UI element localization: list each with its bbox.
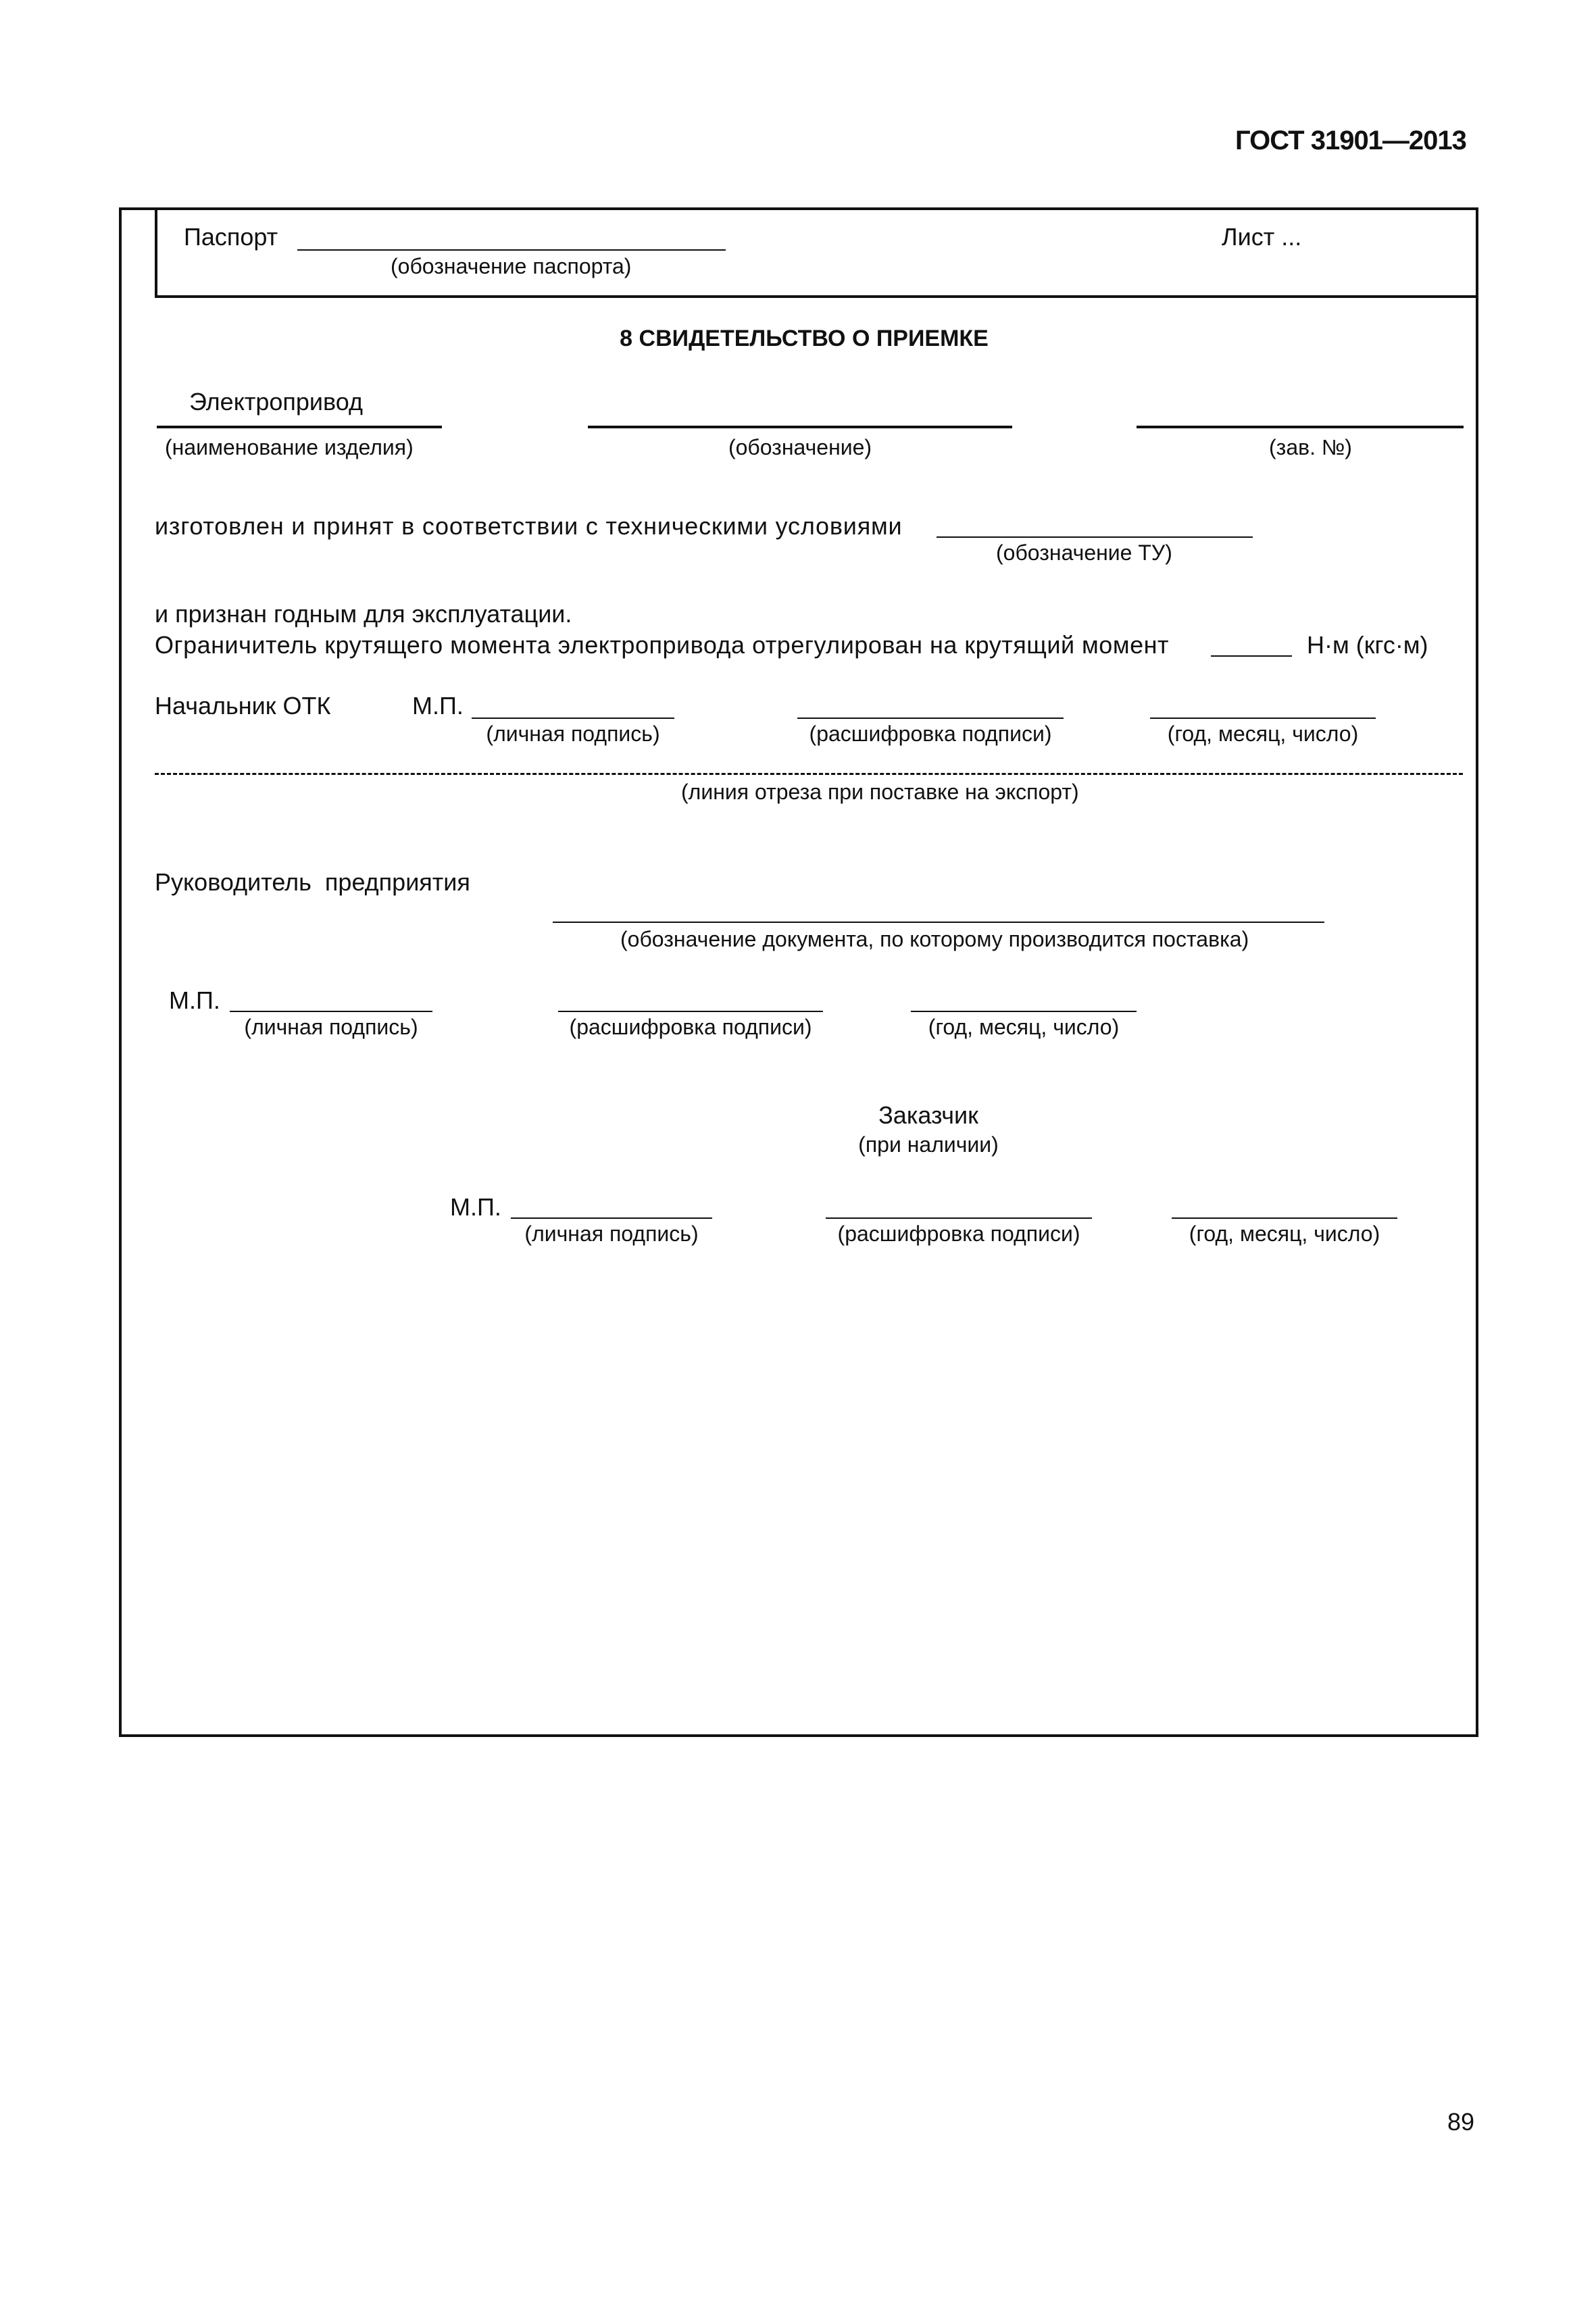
torque-text: Ограничитель крутящего момента электропривода отрегулирован на крутящий момент bbox=[155, 631, 1169, 659]
otk-date-line[interactable] bbox=[1150, 718, 1376, 719]
tu-caption: (обозначение ТУ) bbox=[996, 540, 1172, 565]
otk-signature-line[interactable] bbox=[472, 718, 674, 719]
product-name-line bbox=[157, 426, 442, 428]
serial-line[interactable] bbox=[1137, 426, 1464, 428]
fit-text: и признан годным для эксплуатации. bbox=[155, 600, 572, 628]
otk-date-caption: (год, месяц, число) bbox=[1167, 722, 1359, 746]
customer-mp: М.П. bbox=[450, 1193, 501, 1221]
export-decode-caption: (расшифровка подписи) bbox=[569, 1015, 812, 1039]
customer-date-caption: (год, месяц, число) bbox=[1189, 1222, 1380, 1246]
passport-caption: (обозначение паспорта) bbox=[391, 254, 632, 278]
product-caption: (наименование изделия) bbox=[165, 435, 414, 459]
passport-label: Паспорт bbox=[184, 223, 278, 251]
customer-date-line[interactable] bbox=[1172, 1217, 1397, 1219]
otk-decode-line[interactable] bbox=[797, 718, 1064, 719]
sheet-label: Лист ... bbox=[1222, 223, 1302, 251]
standard-number: ГОСТ 31901—2013 bbox=[1235, 126, 1466, 155]
head-label: Руководитель предприятия bbox=[155, 868, 470, 896]
customer-note: (при наличии) bbox=[858, 1132, 999, 1157]
otk-label: Начальник ОТК bbox=[155, 692, 331, 720]
customer-signature-caption: (личная подпись) bbox=[524, 1222, 699, 1246]
torque-unit: Н·м (кгс·м) bbox=[1307, 631, 1428, 659]
export-mp: М.П. bbox=[169, 986, 220, 1014]
customer-decode-line[interactable] bbox=[826, 1217, 1092, 1219]
tu-blank[interactable] bbox=[937, 536, 1253, 538]
designation-line[interactable] bbox=[588, 426, 1012, 428]
torque-blank[interactable] bbox=[1211, 655, 1292, 657]
doc-caption: (обозначение документа, по которому производится поставка) bbox=[620, 927, 1249, 951]
export-date-line[interactable] bbox=[911, 1011, 1137, 1012]
passport-blank[interactable] bbox=[297, 249, 726, 251]
made-text: изготовлен и принят в соответствии с техническими условиями bbox=[155, 512, 903, 540]
designation-caption: (обозначение) bbox=[728, 435, 872, 459]
otk-signature-caption: (личная подпись) bbox=[486, 722, 660, 746]
export-signature-caption: (личная подпись) bbox=[244, 1015, 418, 1039]
serial-caption: (зав. №) bbox=[1269, 435, 1352, 459]
export-signature-line[interactable] bbox=[230, 1011, 432, 1012]
product-name: Электропривод bbox=[189, 388, 363, 416]
customer-decode-caption: (расшифровка подписи) bbox=[837, 1222, 1080, 1246]
cut-caption: (линия отреза при поставке на экспорт) bbox=[681, 780, 1079, 804]
otk-decode-caption: (расшифровка подписи) bbox=[809, 722, 1052, 746]
passport-inner-border bbox=[155, 207, 157, 298]
doc-line[interactable] bbox=[553, 922, 1324, 923]
export-date-caption: (год, месяц, число) bbox=[928, 1015, 1120, 1039]
page-number: 89 bbox=[1447, 2108, 1475, 2136]
customer-label: Заказчик bbox=[878, 1101, 978, 1129]
passport-bottom-border bbox=[155, 295, 1478, 298]
otk-mp: М.П. bbox=[412, 692, 464, 720]
customer-signature-line[interactable] bbox=[511, 1217, 712, 1219]
export-decode-line[interactable] bbox=[558, 1011, 823, 1012]
section-title: 8 СВИДЕТЕЛЬСТВО О ПРИЕМКЕ bbox=[620, 326, 989, 351]
cut-line bbox=[155, 773, 1463, 775]
